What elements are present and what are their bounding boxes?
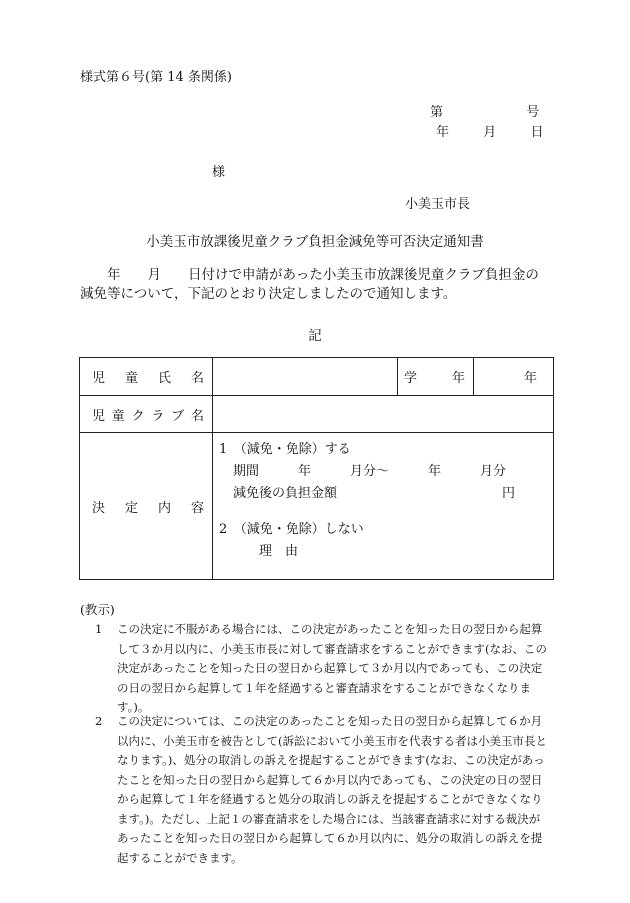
club-name-row (80, 396, 554, 433)
label-char: 児 (92, 408, 106, 424)
reason-line[interactable]: 理 由 (259, 544, 299, 559)
note-number: 2 (95, 714, 103, 728)
club-name-field[interactable] (213, 396, 554, 433)
amount-label: 減免後の負担金額 (233, 486, 338, 501)
grade-suffix: 年 (523, 371, 537, 386)
decision-row (80, 433, 554, 580)
ki-heading: 記 (308, 328, 322, 344)
child-name-label-cell (80, 358, 213, 396)
grade-label-cell (398, 358, 474, 396)
label-char: 氏 (157, 371, 171, 386)
child-name-row (80, 358, 554, 396)
label-char: 童 (124, 371, 138, 386)
body-text: 年 月 日付けで申請があった小美玉市放課後児童クラブ負担金の減免等について，下記のとおり決定しましたので通知します。 (80, 267, 539, 302)
date-day-label: 日 (530, 125, 544, 140)
number-prefix: 第 (430, 105, 444, 120)
grade-label (398, 367, 473, 386)
date-month-label: 月 (483, 125, 497, 140)
period-line[interactable]: 期間 年 月分～ 年 月分 (233, 464, 507, 479)
label-char: 学 (404, 371, 418, 386)
label-char: 年 (451, 371, 465, 386)
label-char: 児 (92, 371, 106, 386)
amount-line (219, 483, 553, 505)
option-deny[interactable]: 2 （減免・免除）しない (219, 522, 364, 537)
label-char: ラ (151, 408, 165, 424)
label-char: 内 (157, 500, 171, 516)
decision-form-table (79, 357, 554, 580)
yen-unit: 円 (502, 486, 516, 501)
notes-title: (教示) (80, 602, 115, 617)
label-char: 定 (124, 500, 138, 516)
grade-field[interactable] (474, 358, 554, 396)
note-text: この決定に不服がある場合には、この決定があったことを知った日の翌日から起算して３か月以内に、小美玉市長に対して審査請求をすることができます(なお、この決定があったことを知った日の翌日から起算して３か月以内であっても、この決定の日の翌日から起算して１年を経過すると審査請求をすることができなくなります。)。 (117, 622, 547, 714)
note-number: 1 (95, 622, 103, 636)
decision-content-cell (213, 433, 554, 580)
number-suffix: 号 (526, 105, 540, 120)
document-number-line (430, 101, 539, 120)
label-char: 名 (190, 371, 204, 386)
child-name-label (86, 367, 212, 386)
form-reference: 様式第６号(第 14 条関係) (80, 70, 232, 85)
club-name-label (86, 405, 212, 424)
note-item-2 (95, 712, 550, 868)
label-char: 容 (190, 500, 204, 516)
option-grant[interactable]: 1 （減免・免除）する (219, 442, 351, 457)
note-text: この決定については、この決定のあったことを知った日の翌日から起算して６か月以内に、小美玉市を被告として(訴訟において小美玉市を代表する者は小美玉市長となります。)、処分の取消しの訴えを提起することができます(なお、この決定があったことを知った日の翌日から起算して６か月以内であっても、この決定の日の翌日から起算して１年を経過すると処分の取消しの訴えを提起することができなくなります。)。ただし、上記１の審査請求をした場合には、当該審査請求に対する裁決があったことを知った日の翌日から起算して６か月以内に、処分の取消しの訴えを提起することができます。 (117, 714, 547, 865)
decision-label-cell (80, 433, 213, 580)
issuer-name: 小美玉市長 (405, 197, 471, 212)
label-char: 決 (92, 500, 106, 516)
child-name-field[interactable] (213, 358, 398, 396)
document-title: 小美玉市放課後児童クラブ負担金減免等可否決定通知書 (146, 234, 484, 250)
label-char: ブ (171, 408, 185, 424)
issue-date-line (436, 121, 544, 140)
addressee-suffix: 様 (212, 165, 226, 180)
label-char: 童 (111, 408, 125, 424)
label-char: 名 (190, 408, 204, 424)
date-year-label: 年 (436, 125, 450, 140)
note-item-1 (95, 620, 550, 718)
label-char: ク (131, 408, 145, 424)
decision-label (86, 497, 212, 516)
club-name-label-cell (80, 396, 213, 433)
